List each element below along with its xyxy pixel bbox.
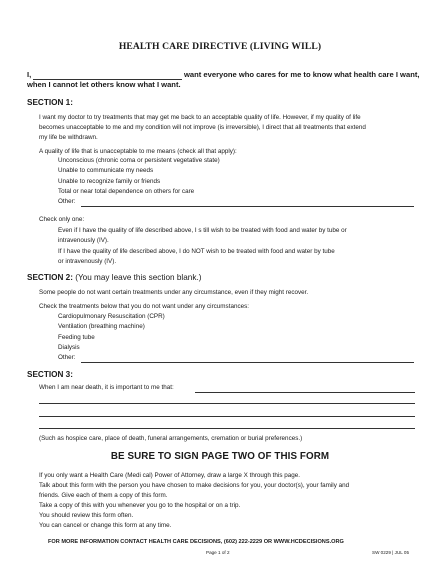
closing-line: Talk about this form with the person you have chosen to make decisions for you, your doctor(s), your family and: [39, 482, 350, 489]
treatment-option[interactable]: Feeding tube: [58, 334, 95, 341]
intro-line1-tail: want everyone who cares for me to know what health care I want,: [184, 70, 420, 79]
footer-info: FOR MORE INFORMATION CONTACT HEALTH CARE DECISIONS, (602) 222-2229 OR WWW.HCDECISIONS.ORG: [48, 539, 344, 545]
quality-intro: A quality of life that is unacceptable to me means (check all that apply):: [39, 148, 237, 155]
quality-other-field-line[interactable]: [81, 206, 414, 207]
section3-field-line[interactable]: [39, 428, 415, 429]
section2-heading: SECTION 2:: [27, 273, 73, 282]
section3-examples: (Such as hospice care, place of death, funeral arrangements, cremation or burial preferences.): [39, 435, 303, 442]
section2-heading-note: (You may leave this section blank.): [75, 273, 202, 282]
treatments-intro: Check the treatments below that you do not want under any circumstances:: [39, 303, 250, 310]
page-title: HEALTH CARE DIRECTIVE (LIVING WILL): [118, 41, 322, 52]
section1-para-line: my life be withdrawn.: [39, 134, 98, 141]
section3-field-line[interactable]: [39, 403, 415, 404]
section1-heading: SECTION 1:: [27, 98, 73, 107]
intro-line2: when I cannot let others know what I want.: [27, 80, 181, 89]
intro-i-label: I,: [27, 70, 32, 79]
treatment-other-field-line[interactable]: [81, 362, 414, 363]
section3-prompt: When I am near death, it is important to me that:: [39, 384, 174, 391]
form-code: SW 0229 | JUL 05: [372, 550, 410, 555]
check-only-one: Check only one:: [39, 216, 85, 223]
closing-line: If you only want a Health Care (Medi cal) Power of Attorney, draw a large X through this page.: [39, 472, 300, 479]
quality-option[interactable]: Unable to communicate my needs: [58, 167, 154, 174]
treatment-option[interactable]: Ventilation (breathing machine): [58, 323, 145, 330]
treatment-option[interactable]: Dialysis: [58, 344, 80, 351]
quality-option[interactable]: Unconscious (chronic coma or persistent vegetative state): [58, 157, 220, 164]
quality-option[interactable]: Unable to recognize family or friends: [58, 178, 161, 185]
food-water-choice-no-cont: or intravenously (IV).: [58, 258, 117, 265]
sign-page-two-banner: BE SURE TO SIGN PAGE TWO OF THIS FORM: [110, 451, 330, 462]
closing-line: You should review this form often.: [39, 512, 134, 519]
page-number: Page 1 of 2: [206, 550, 230, 555]
section3-field-line[interactable]: [195, 392, 415, 393]
treatment-option[interactable]: Cardiopulmonary Resuscitation (CPR): [58, 313, 165, 320]
section1-para-line: becomes unacceptable to me and my condition will not improve (is irreversible), I direct that all treatments that extend: [39, 124, 366, 131]
treatment-other-label: Other:: [58, 354, 76, 361]
food-water-choice-no[interactable]: If I have the quality of life described above, I do NOT wish to be treated with food and water by tube: [58, 248, 335, 255]
section3-heading: SECTION 3:: [27, 370, 73, 379]
closing-line: You can cancel or change this form at any time.: [39, 522, 172, 529]
quality-other-label: Other:: [58, 198, 76, 205]
section2-para: Some people do not want certain treatments under any circumstance, even if they might recover.: [39, 289, 309, 296]
section1-para-line: I want my doctor to try treatments that may get me back to an acceptable quality of life. However, if my quality of life: [39, 114, 361, 121]
food-water-choice-yes[interactable]: Even if I have the quality of life described above, I s till wish to be treated with food and water by tube or: [58, 227, 347, 234]
quality-option[interactable]: Total or near total dependence on others for care: [58, 188, 195, 195]
food-water-choice-yes-cont: intravenously (IV).: [58, 237, 109, 244]
closing-line: Take a copy of this with you whenever you go to the hospital or on a trip.: [39, 502, 241, 509]
section3-field-line[interactable]: [39, 416, 415, 417]
closing-line: friends. Give each of them a copy of this form.: [39, 492, 168, 499]
